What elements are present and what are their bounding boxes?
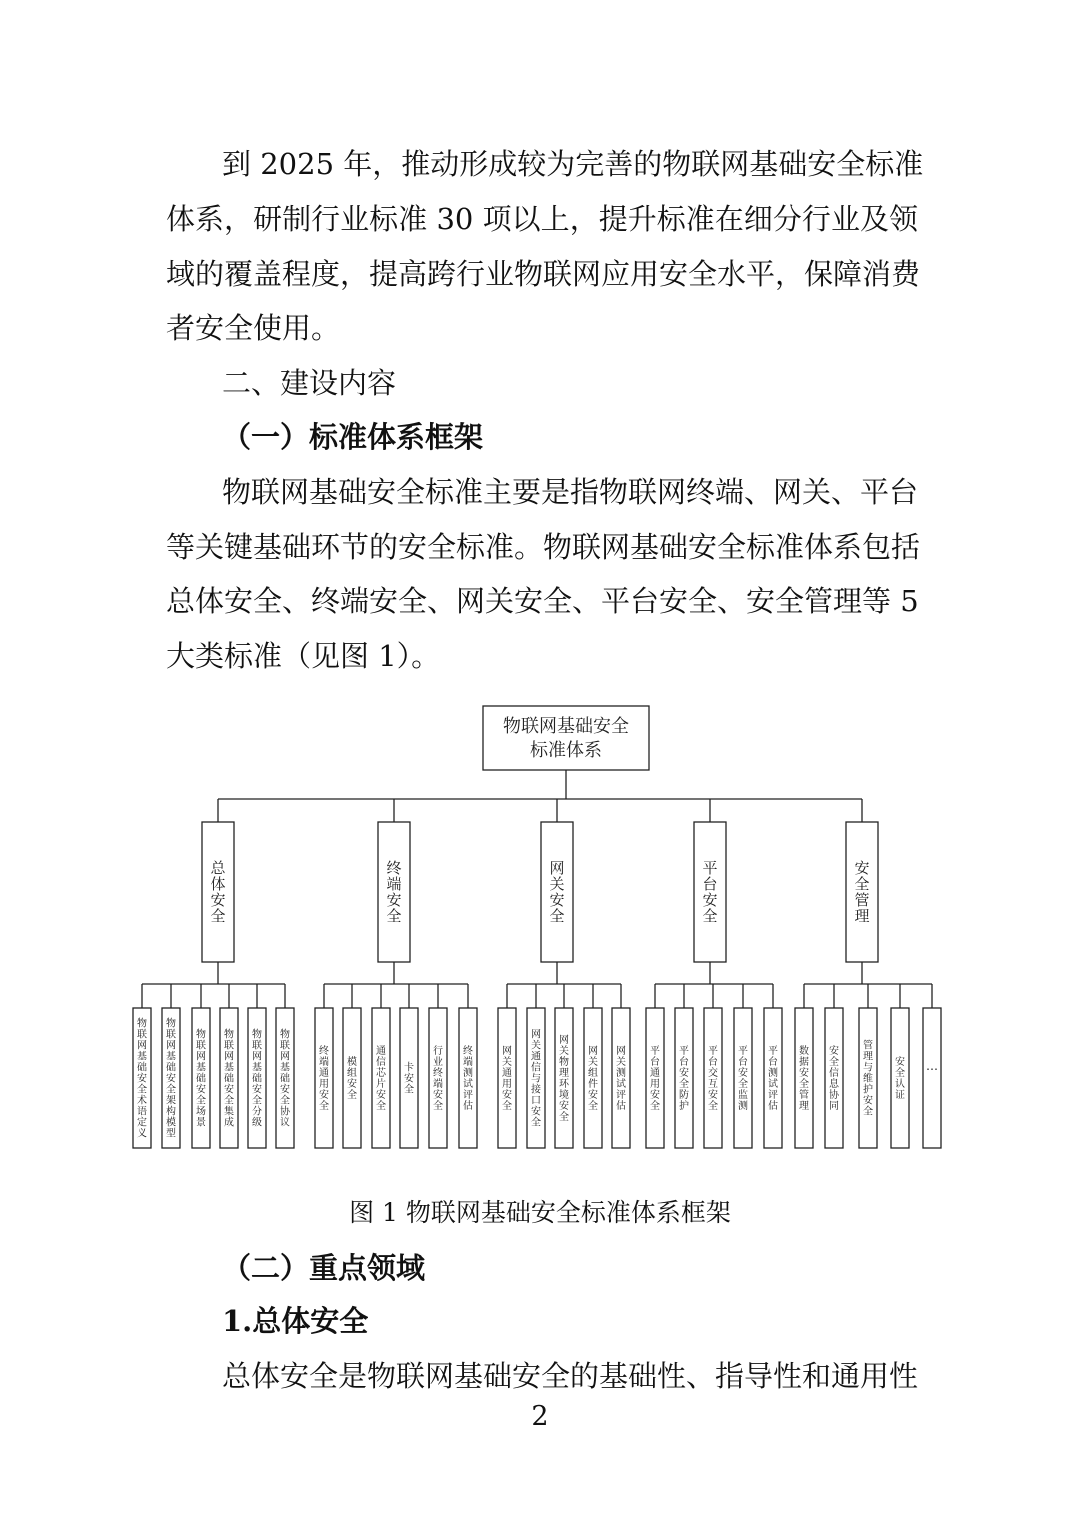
leaf-label: 终端通用安全 [319,1046,329,1113]
category-label: 总体安全 [210,859,226,926]
root-label-line-1: 物联网基础安全 [503,716,629,737]
leaf-label: 平台安全防护 [679,1046,689,1113]
leaf-box [923,1008,941,1148]
subsection-heading-focus: （二）重点领域 [222,1251,426,1285]
paragraph-2-line-1: 物联网基础安全标准主要是指物联网终端、网关、平台 [222,475,919,509]
leaf-label: 平台交互安全 [708,1046,718,1113]
leaf-label: 平台测试评估 [768,1046,778,1113]
leaf-label: 终端测试评估 [463,1046,473,1113]
leaf-label: 行业终端安全 [433,1046,443,1113]
subsection-heading-overall-security: 1.总体安全 [222,1304,369,1338]
paragraph-3-line-1: 总体安全是物联网基础安全的基础性、指导性和通用性 [222,1359,919,1393]
leaf-label: 物联网基础安全架构模型 [166,1018,176,1140]
leaf-label: … [926,1059,938,1073]
category-label: 平台安全 [702,859,718,926]
paragraph-1-line-3: 域的覆盖程度，提高跨行业物联网应用安全水平，保障消费 [166,257,921,291]
leaf-label: 管理与维护安全 [863,1040,873,1118]
leaf-label: 安全信息协同 [829,1046,839,1113]
category-label: 终端安全 [386,859,402,926]
category-label: 网关安全 [549,859,565,926]
leaf-label: 数据安全管理 [799,1046,809,1113]
leaf-label: 安全认证 [895,1057,905,1102]
page-number: 2 [531,1401,549,1432]
leaf-label: 网关物理环境安全 [559,1035,569,1124]
section-heading: 二、建设内容 [222,366,397,400]
leaf-label: 平台通用安全 [650,1046,660,1113]
category-label: 安全管理 [854,859,870,926]
leaf-label: 物联网基础安全协议 [280,1029,290,1129]
paragraph-2-line-3: 总体安全、终端安全、网关安全、平台安全、安全管理等 5 [166,584,919,618]
leaf-label: 网关测试评估 [616,1046,626,1113]
leaf-label: 网关组件安全 [588,1046,598,1113]
leaf-label: 物联网基础安全场景 [196,1029,206,1129]
root-label-line-2: 标准体系 [530,740,602,761]
leaf-label: 卡安全 [404,1062,414,1096]
paragraph-1-line-1: 到 2025 年，推动形成较为完善的物联网基础安全标准 [222,147,924,181]
leaf-label: 通信芯片安全 [376,1046,386,1113]
paragraph-1-line-4: 者安全使用。 [166,311,341,345]
paragraph-2-line-4: 大类标准（见图 1）。 [166,639,441,673]
leaf-label: 物联网基础安全集成 [224,1029,234,1129]
figure-caption: 图 1 物联网基础安全标准体系框架 [349,1198,731,1227]
leaf-label: 网关通用安全 [502,1046,512,1113]
paragraph-2-line-2: 等关键基础环节的安全标准。物联网基础安全标准体系包括 [166,530,921,564]
subsection-heading-framework: （一）标准体系框架 [222,420,484,454]
leaf-label: 模组安全 [347,1057,357,1102]
leaf-label: 物联网基础安全术语定义 [137,1018,147,1140]
paragraph-1-line-2: 体系，研制行业标准 30 项以上，提升标准在细分行业及领 [166,202,918,236]
leaf-label: 物联网基础安全分级 [252,1029,262,1129]
leaf-label: 平台安全监测 [738,1046,748,1113]
leaf-label: 网关通信与接口安全 [531,1029,541,1129]
